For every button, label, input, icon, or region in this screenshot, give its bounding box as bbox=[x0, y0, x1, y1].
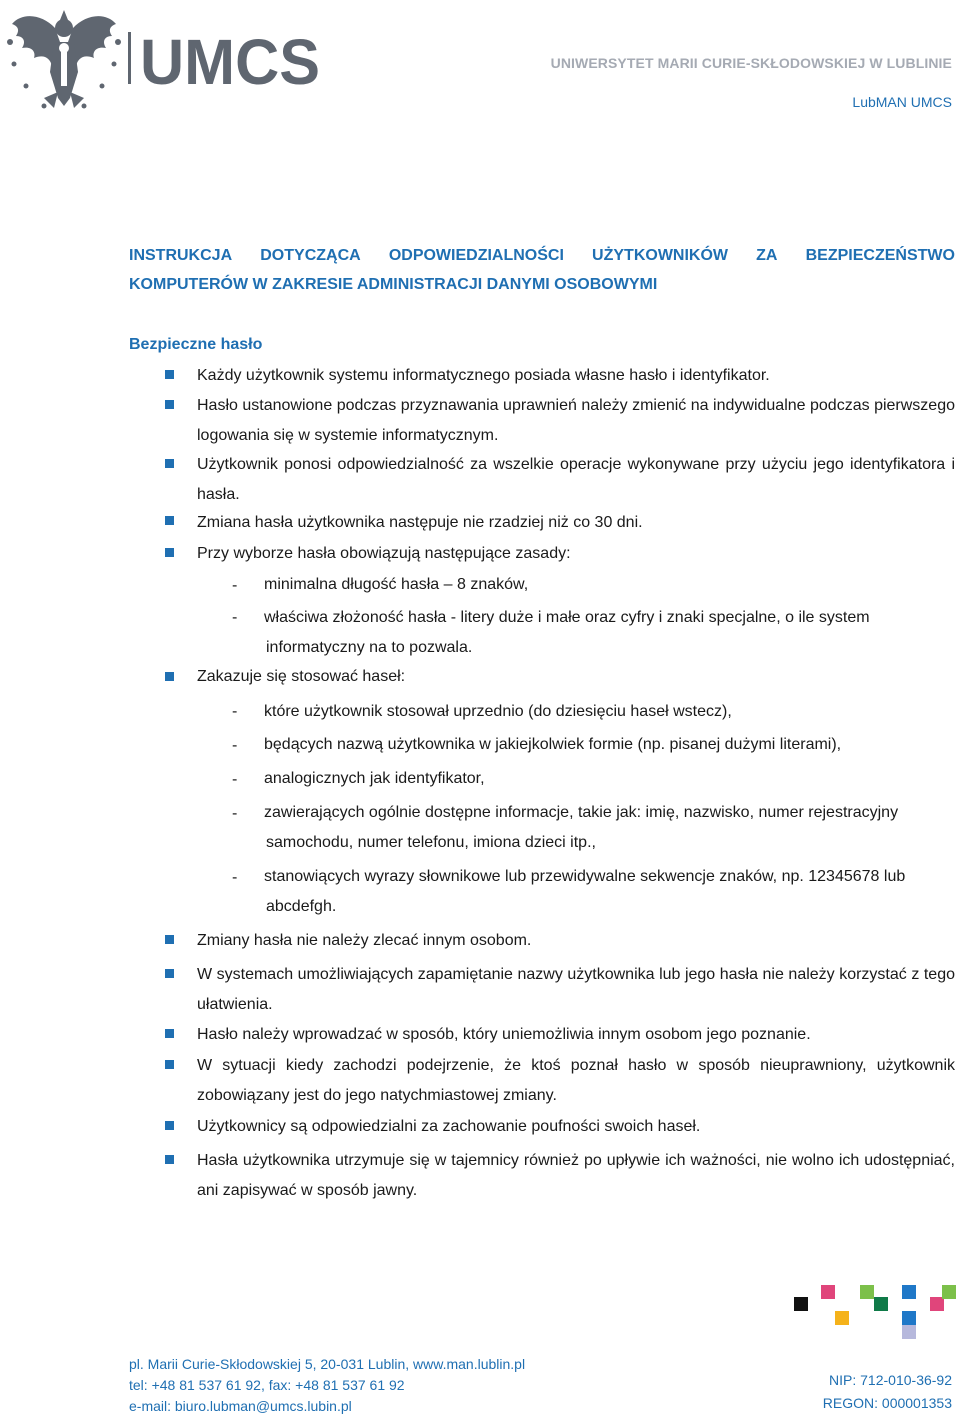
sub-list-line: informatyczny na to pozwala. bbox=[266, 638, 473, 656]
sub-list-line: samochodu, numer telefonu, imiona dzieci itp., bbox=[266, 833, 596, 851]
square-lilac-icon bbox=[902, 1325, 916, 1339]
logo-wordmark: UMCS bbox=[140, 26, 320, 98]
sub-list-item bbox=[264, 798, 955, 857]
dash-marker: - bbox=[232, 577, 238, 594]
sub-list-item bbox=[264, 603, 955, 662]
bullet-icon bbox=[165, 516, 174, 525]
square-blue-icon bbox=[902, 1311, 916, 1325]
list-item: W systemach umożliwiających zapamiętanie nazwy użytkownika lub jego hasła nie należy korzystać z tego ułatwienia. bbox=[197, 966, 955, 1013]
document-title-line2: KOMPUTERÓW W ZAKRESIE ADMINISTRACJI DANYMI OSOBOWYMI bbox=[129, 276, 658, 293]
footer-email: e-mail: biuro.lubman@umcs.lubin.pl bbox=[129, 1398, 352, 1414]
bullet-icon bbox=[165, 1121, 174, 1130]
bullet-icon bbox=[165, 672, 174, 681]
list-item: Hasło należy wprowadzać w sposób, który uniemożliwia innym osobom jego poznanie. bbox=[197, 1026, 811, 1043]
sub-list-item: które użytkownik stosował uprzednio (do dziesięciu haseł wstecz), bbox=[264, 703, 732, 720]
sub-list-line: abcdefgh. bbox=[266, 897, 337, 915]
title-word: BEZPIECZEŃSTWO bbox=[805, 247, 955, 264]
bullet-icon bbox=[165, 969, 174, 978]
bullet-icon bbox=[165, 400, 174, 409]
title-word: UŻYTKOWNIKÓW bbox=[592, 247, 729, 264]
list-item: Hasło ustanowione podczas przyznawania uprawnień należy zmienić na indywidualne podczas pierwszego logowania się w systemie informatycznym. bbox=[197, 397, 955, 444]
square-blue-icon bbox=[902, 1285, 916, 1299]
list-item: W sytuacji kiedy zachodzi podejrzenie, że ktoś poznał hasło w sposób nieuprawniony, użytkownik zobowiązany jest do jego natychmiastowej zmiany. bbox=[197, 1057, 955, 1104]
bullet-icon bbox=[165, 1060, 174, 1069]
footer-address: pl. Marii Curie-Skłodowskiej 5, 20-031 Lublin, www.man.lublin.pl bbox=[129, 1356, 526, 1372]
list-item: Użytkownicy są odpowiedzialni za zachowanie poufności swoich haseł. bbox=[197, 1118, 701, 1135]
sub-list-item: minimalna długość hasła – 8 znaków, bbox=[264, 576, 529, 593]
bullet-icon bbox=[165, 1029, 174, 1038]
document-title-line1 bbox=[129, 247, 955, 265]
square-pink-icon bbox=[930, 1297, 944, 1311]
bullet-icon bbox=[165, 548, 174, 557]
bullet-icon bbox=[165, 1155, 174, 1164]
footer-regon: REGON: 000001353 bbox=[822, 1395, 952, 1411]
list-item: Hasła użytkownika utrzymuje się w tajemnicy również po upływie ich ważności, nie wolno ich udostępniać, ani zapisywać w sposób jawny. bbox=[197, 1152, 955, 1199]
department-name: LubMAN UMCS bbox=[852, 94, 952, 110]
umcs-logo bbox=[4, 2, 320, 114]
sub-list-item: analogicznych jak identyfikator, bbox=[264, 770, 485, 787]
dash-marker: - bbox=[232, 703, 238, 720]
title-word: ODPOWIEDZIALNOŚCI bbox=[388, 247, 564, 264]
sub-list-item: będących nazwą użytkownika w jakiejkolwiek formie (np. pisanej dużymi literami), bbox=[264, 736, 842, 753]
square-black-icon bbox=[794, 1297, 808, 1311]
dash-marker: - bbox=[232, 805, 238, 822]
sub-list-line: stanowiących wyrazy słownikowe lub przewidywalne sekwencje znaków, np. 12345678 lub bbox=[264, 868, 906, 885]
section-heading: Bezpieczne hasło bbox=[129, 336, 263, 353]
decorative-squares bbox=[790, 1283, 960, 1343]
square-green-icon bbox=[942, 1285, 956, 1299]
footer-phone: tel: +48 81 537 61 92, fax: +48 81 537 61 92 bbox=[129, 1377, 405, 1393]
title-word: ZA bbox=[756, 247, 778, 264]
bullet-icon bbox=[165, 370, 174, 379]
sub-list-line: zawierających ogólnie dostępne informacje, takie jak: imię, nazwisko, numer rejestracyjny bbox=[264, 804, 899, 821]
list-item: Zmiana hasła użytkownika następuje nie rzadziej niż co 30 dni. bbox=[197, 514, 643, 531]
list-item: Zmiany hasła nie należy zlecać innym osobom. bbox=[197, 932, 532, 949]
list-item: Zakazuje się stosować haseł: bbox=[197, 668, 406, 685]
sub-list-line: właściwa złożoność hasła - litery duże i małe oraz cyfry i znaki specjalne, o ile system bbox=[264, 609, 870, 626]
list-item: Każdy użytkownik systemu informatycznego posiada własne hasło i identyfikator. bbox=[197, 367, 770, 384]
list-item: Przy wyborze hasła obowiązują następujące zasady: bbox=[197, 545, 571, 562]
square-darkgreen-icon bbox=[874, 1297, 888, 1311]
sub-list-item bbox=[264, 862, 955, 921]
university-name: UNIWERSYTET MARII CURIE-SKŁODOWSKIEJ W LUBLINIE bbox=[550, 55, 952, 71]
square-green-icon bbox=[860, 1285, 874, 1299]
square-pink-icon bbox=[821, 1285, 835, 1299]
bullet-icon bbox=[165, 459, 174, 468]
square-yellow-icon bbox=[835, 1311, 849, 1325]
dash-marker: - bbox=[232, 771, 238, 788]
dash-marker: - bbox=[232, 609, 238, 626]
dash-marker: - bbox=[232, 737, 238, 754]
title-word: INSTRUKCJA bbox=[129, 247, 233, 264]
dash-marker: - bbox=[232, 869, 238, 886]
title-word: DOTYCZĄCA bbox=[260, 247, 361, 264]
footer-nip: NIP: 712-010-36-92 bbox=[829, 1372, 952, 1388]
list-item: Użytkownik ponosi odpowiedzialność za wszelkie operacje wykonywane przy użyciu jego identyfikatora i hasła. bbox=[197, 456, 955, 503]
bullet-icon bbox=[165, 935, 174, 944]
